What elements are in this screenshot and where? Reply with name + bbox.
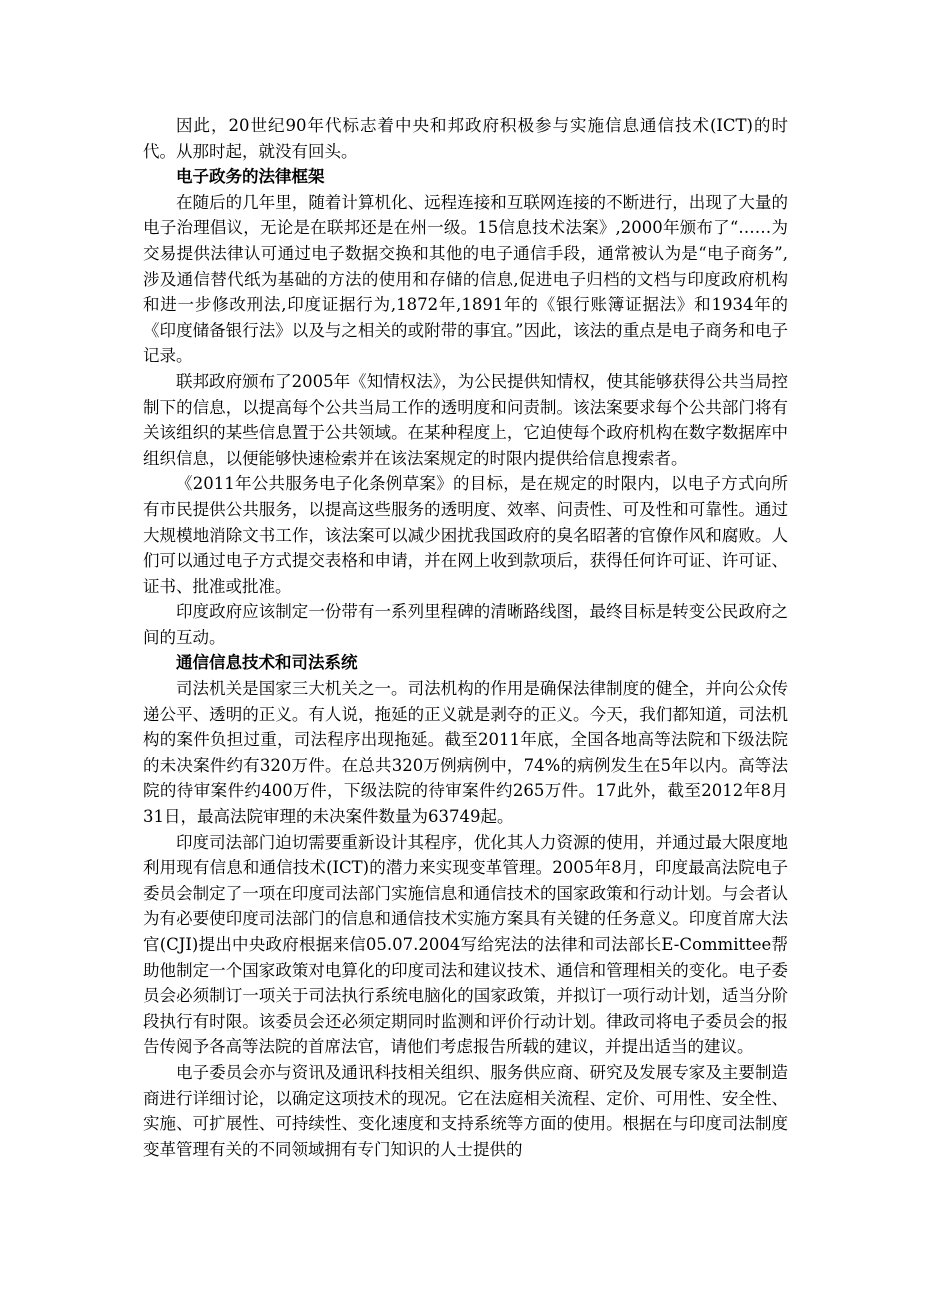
paragraph-judiciary-pendency: 司法机关是国家三大机关之一。司法机构的作用是确保法律制度的健全，并向公众传递公平、透明的正义。有人说，拖延的正义就是剥夺的正义。今天，我们都知道，司法机构的案件负担过重，司法程序出现拖延。截至2011年底，全国各地高等法院和下级法院的未决案件约有320万件。在总共320万例病例中，74%的病例发生在5年以内。高等法院的待审案件约400万件，下级法院的待审案件约265万件。17此外，截至2012年8月31日，最高法院审理的未决案件数量为63749起。 bbox=[143, 679, 788, 827]
paragraph-electronic-delivery-bill: 《2011年公共服务电子化条例草案》的目标，是在规定的时限内，以电子方式向所有市民提供公共服务，以提高这些服务的透明度、效率、问责性、可及性和可靠性。通过大规模地消除文书工作，该法案可以减少困扰我国政府的臭名昭著的官僚作风和腐败。人们可以通过电子方式提交表格和申请，并在网上收到款项后，获得任何许可证、许可证、证书、批准或批准。 bbox=[143, 474, 788, 596]
paragraph-roadmap: 印度政府应该制定一份带有一系列里程碑的清晰路线图，最终目标是转变公民政府之间的互动。 bbox=[143, 602, 788, 647]
paragraph-ict-era: 因此，20世纪90年代标志着中央和邦政府积极参与实施信息通信技术(ICT)的时代。从那时起，就没有回头。 bbox=[143, 116, 788, 161]
paragraph-rti-act: 联邦政府颁布了2005年《知情权法》，为公民提供知情权，使其能够获得公共当局控制下的信息，以提高每个公共当局工作的透明度和问责制。该法案要求每个公共部门将有关该组织的某些信息置于公共领域。在某种程度上，它迫使每个政府机构在数字数据库中组织信息，以便能够快速检索并在该法案规定的时限内提供给信息搜索者。 bbox=[143, 371, 788, 468]
paragraph-it-act: 在随后的几年里，随着计算机化、远程连接和互联网连接的不断进行，出现了大量的电子治理倡议，无论是在联邦还是在州一级。15信息技术法案》,2000年颁布了“……为交易提供法律认可通过电子数据交换和其他的电子通信手段，通常被认为是“电子商务”,涉及通信替代纸为基础的方法的使用和存储的信息,促进电子归档的文档与印度政府机构和进一步修改刑法,印度证据行为,1872年,1891年的《银行账簿证据法》和1934年的《印度储备银行法》以及与之相关的或附带的事宜。”因此，该法的重点是电子商务和电子记录。 bbox=[143, 192, 788, 366]
section-heading-ict-judiciary: 通信信息技术和司法系统 bbox=[176, 653, 358, 673]
paragraph-e-committee-discussions: 电子委员会亦与资讯及通讯科技相关组织、服务供应商、研究及发展专家及主要制造商进行详细讨论，以确定这项技术的现况。它在法庭相关流程、定价、可用性、安全性、实施、可扩展性、可持续性、变化速度和支持系统等方面的使用。根据在与印度司法制度变革管理有关的不同领域拥有专门知识的人士提供的 bbox=[143, 1062, 788, 1159]
paragraph-e-committee: 印度司法部门迫切需要重新设计其程序，优化其人力资源的使用，并通过最大限度地利用现有信息和通信技术(ICT)的潜力来实现变革管理。2005年8月，印度最高法院电子委员会制定了一项在印度司法部门实施信息和通信技术的国家政策和行动计划。与会者认为有必要使印度司法部门的信息和通信技术实施方案具有关键的任务意义。印度首席大法官(CJI)提出中央政府根据来信05.07.2004写给宪法的法律和司法部长E-Committee帮助他制定一个国家政策对电算化的印度司法和建议技术、通信和管理相关的变化。电子委员会必须制订一项关于司法执行系统电脑化的国家政策，并拟订一项行动计划，适当分阶段执行有时限。该委员会还必须定期同时监测和评价行动计划。律政司将电子委员会的报告传阅予各高等法院的首席法官，请他们考虑报告所载的建议，并提出适当的建议。 bbox=[143, 832, 788, 1057]
section-heading-egov-legal-framework: 电子政务的法律框架 bbox=[176, 167, 325, 187]
document-page bbox=[143, 113, 788, 1162]
